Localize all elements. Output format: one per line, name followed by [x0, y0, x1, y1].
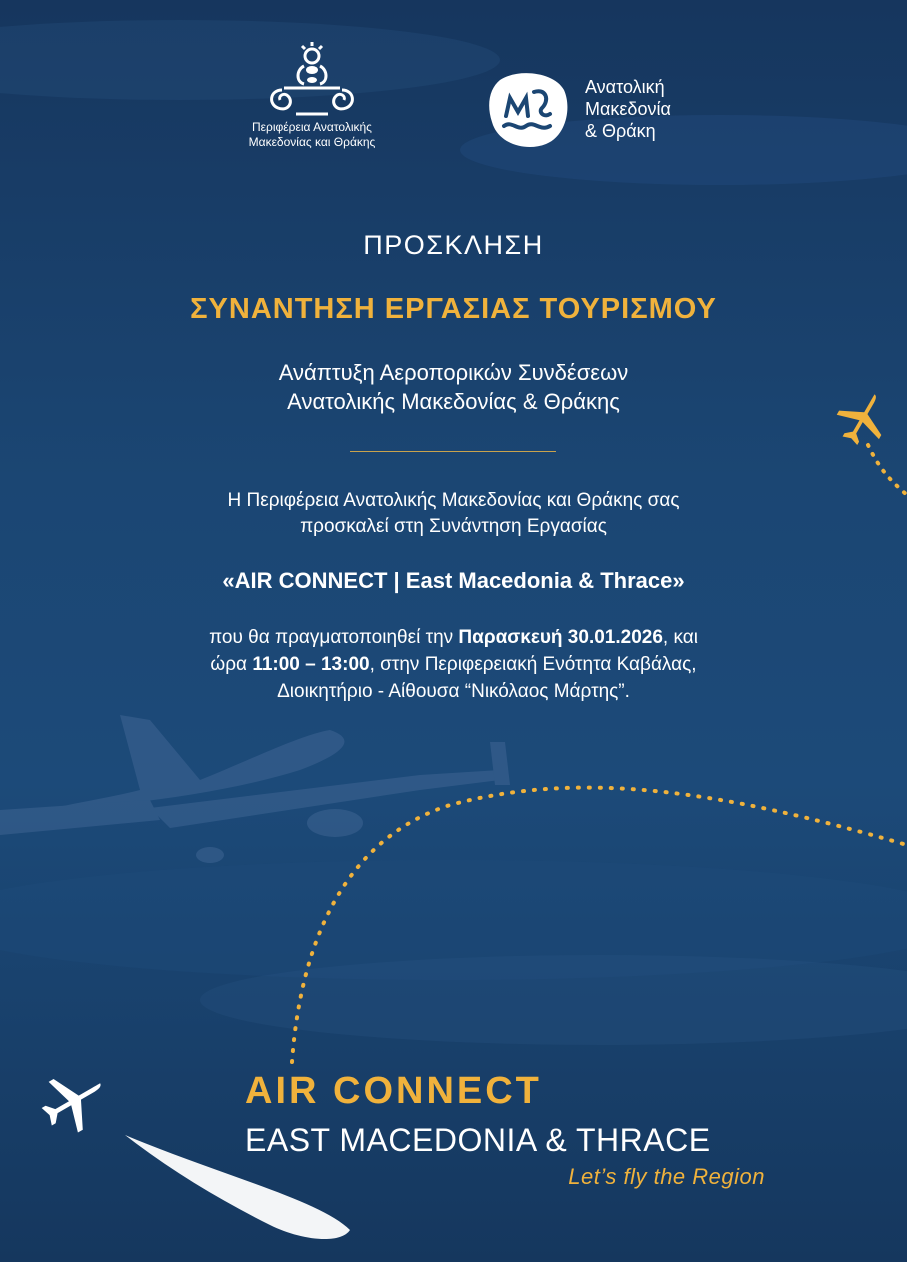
details-line2-pre: ώρα — [210, 654, 253, 675]
ionic-capital-emblem — [262, 40, 362, 120]
details-line1-post: , και — [662, 627, 698, 648]
org-name-line1: Περιφέρεια Ανατολικής — [252, 120, 372, 134]
footer-tagline: Let’s fly the Region — [568, 1164, 765, 1189]
airliner-silhouette — [0, 715, 510, 863]
brand-line3: & Θράκη — [585, 121, 656, 141]
subtitle-line1: Ανάπτυξη Αεροπορικών Συνδέσεων — [278, 360, 629, 385]
details-line1-pre: που θα πραγματοποιηθεί την — [209, 627, 459, 648]
event-name: «AIR CONNECT | East Macedonia & Thrace» — [222, 568, 685, 593]
plane-icon-white — [35, 1065, 113, 1137]
invitation-label: ΠΡΟΣΚΛΗΣΗ — [363, 230, 544, 260]
region-authority-logo — [232, 40, 392, 150]
intro-line2: προσκαλεί στη Συνάντηση Εργασίας — [300, 516, 607, 537]
footer-subtitle: EAST MACEDONIA & THRACE — [245, 1122, 711, 1158]
event-date: Παρασκευή 30.01.2026 — [458, 627, 663, 648]
event-title: ΣΥΝΑΝΤΗΣΗ ΕΡΓΑΣΙΑΣ ΤΟΥΡΙΣΜΟΥ — [190, 293, 717, 325]
event-time: 11:00 – 13:00 — [252, 654, 370, 675]
divider — [350, 451, 556, 452]
brand-name — [585, 76, 671, 142]
brand-line1: Ανατολική — [585, 77, 665, 97]
brand-logo — [488, 70, 570, 150]
intro-line1: Η Περιφέρεια Ανατολικής Μακεδονίας και Θράκης σας — [227, 490, 680, 511]
brand-line2: Μακεδονία — [585, 99, 671, 119]
details-line1 — [0, 624, 907, 651]
details-line3: Διοικητήριο - Αίθουσα “Νικόλαος Μάρτης”. — [277, 681, 630, 702]
intro-text — [0, 488, 907, 540]
details-line2-post: , στην Περιφερειακή Ενότητα Καβάλας, — [369, 654, 697, 675]
org-name-line2: Μακεδονίας και Θράκης — [248, 135, 376, 149]
event-subtitle — [0, 358, 907, 416]
event-details — [0, 624, 907, 705]
subtitle-line2: Ανατολικής Μακεδονίας & Θράκης — [287, 389, 620, 414]
details-line2 — [0, 651, 907, 678]
footer-title: AIR CONNECT — [245, 1070, 542, 1112]
